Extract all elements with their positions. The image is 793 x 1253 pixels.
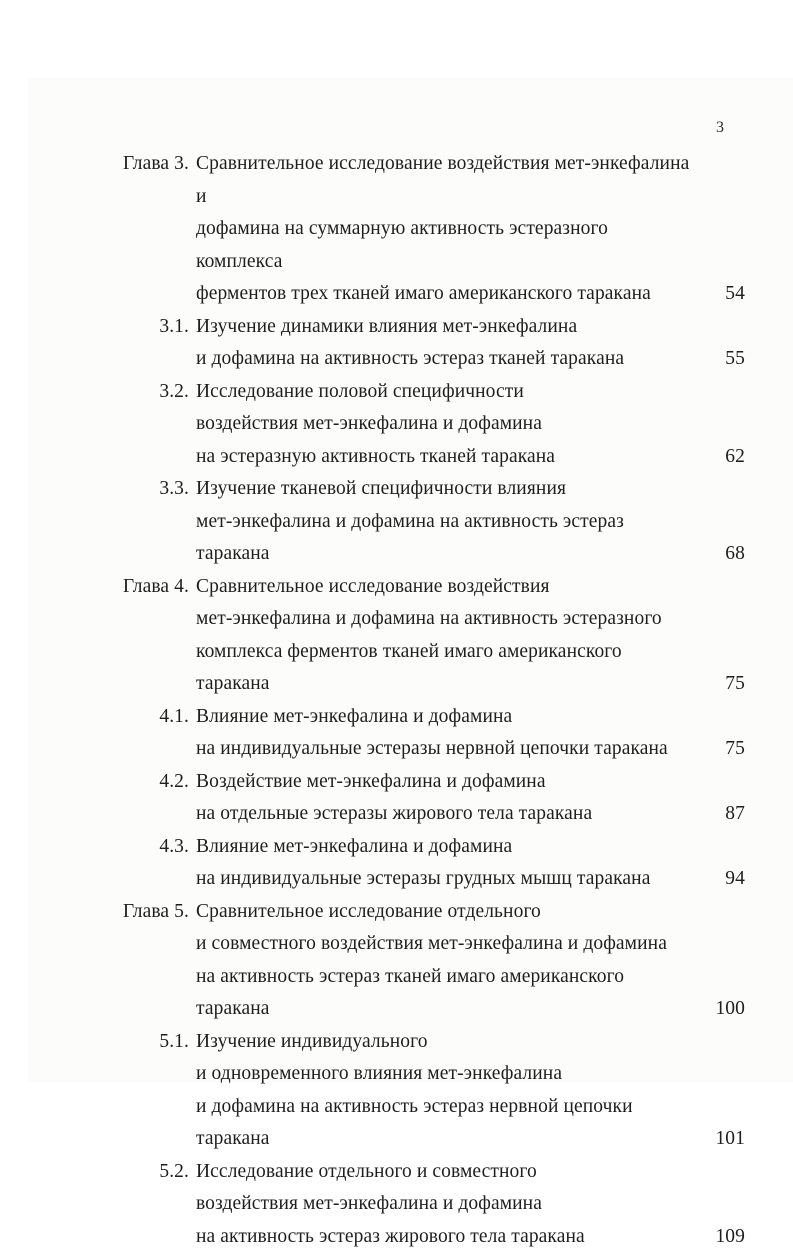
toc-line: на индивидуальные эстеразы грудных мышц таракана [196,863,695,896]
toc-line: воздействия мет-энкефалина и дофамина [196,408,695,441]
toc-entry-3-3 [107,473,745,571]
toc-entry-3-1 [107,311,745,376]
toc-entry-number: 4.1. [107,701,189,766]
toc-entry-page: 75 [695,571,745,701]
toc-entry-4-1 [107,701,745,766]
toc-line: и дофамина на активность эстераз тканей таракана [196,343,695,376]
toc-entry-title [196,571,695,701]
toc-entry-page: 100 [695,896,745,1026]
toc-entry-number: 3.3. [107,473,189,571]
toc-line: и дофамина на активность эстераз нервной цепочки таракана [196,1091,695,1156]
toc-entry-number: 3.1. [107,311,189,376]
toc-line: Изучение динамики влияния мет-энкефалина [196,311,695,344]
toc-entry-number: 5.2. [107,1156,189,1253]
toc-entry-3-2 [107,376,745,474]
toc-entry-5-2 [107,1156,745,1253]
toc-line: комплекса ферментов тканей имаго американского таракана [196,636,695,701]
toc-entry-page: 94 [695,831,745,896]
toc-entry-4-3 [107,831,745,896]
toc-line: Сравнительное исследование отдельного [196,896,695,929]
toc-entry-number: Глава 5. [107,896,189,1026]
table-of-contents [107,148,745,1253]
toc-line: воздействия мет-энкефалина и дофамина [196,1188,695,1221]
toc-entry-page: 87 [695,766,745,831]
toc-line: на активность эстераз жирового тела таракана [196,1221,695,1253]
toc-entry-chapter-4 [107,571,745,701]
toc-line: дофамина на суммарную активность эстеразного комплекса [196,213,695,278]
toc-entry-chapter-3 [107,148,745,311]
toc-entry-title [196,148,695,311]
toc-line: Изучение индивидуального [196,1026,695,1059]
toc-line: и совместного воздействия мет-энкефалина и дофамина [196,928,695,961]
toc-entry-number: Глава 4. [107,571,189,701]
toc-entry-title [196,376,695,474]
toc-line: на активность эстераз тканей имаго американского таракана [196,961,695,1026]
toc-entry-title [196,896,695,1026]
toc-line: Исследование половой специфичности [196,376,695,409]
toc-entry-title [196,473,695,571]
toc-line: Сравнительное исследование воздействия мет-энкефалина и [196,148,695,213]
toc-entry-page: 109 [695,1156,745,1253]
toc-line: Исследование отдельного и совместного [196,1156,695,1189]
toc-entry-page: 54 [695,148,745,311]
toc-line: Влияние мет-энкефалина и дофамина [196,831,695,864]
toc-entry-title [196,766,695,831]
toc-entry-number: 4.2. [107,766,189,831]
toc-entry-page: 68 [695,473,745,571]
toc-entry-page: 55 [695,311,745,376]
toc-line: Сравнительное исследование воздействия [196,571,695,604]
toc-entry-page: 62 [695,376,745,474]
page-number: 3 [700,119,740,137]
toc-entry-4-2 [107,766,745,831]
toc-entry-title [196,701,695,766]
toc-line: и одновременного влияния мет-энкефалина [196,1058,695,1091]
toc-line: на эстеразную активность тканей таракана [196,441,695,474]
toc-line: Воздействие мет-энкефалина и дофамина [196,766,695,799]
toc-entry-number: 4.3. [107,831,189,896]
toc-entry-number: Глава 3. [107,148,189,311]
toc-entry-title [196,1026,695,1156]
toc-line: мет-энкефалина и дофамина на активность эстераз таракана [196,506,695,571]
toc-line: мет-энкефалина и дофамина на активность эстеразного [196,603,695,636]
toc-entry-page: 75 [695,701,745,766]
toc-entry-number: 3.2. [107,376,189,474]
toc-entry-title [196,1156,695,1253]
toc-line: Изучение тканевой специфичности влияния [196,473,695,506]
toc-entry-title [196,311,695,376]
toc-entry-page: 101 [695,1026,745,1156]
toc-line: ферментов трех тканей имаго американского таракана [196,278,695,311]
toc-entry-5-1 [107,1026,745,1156]
toc-entry-chapter-5 [107,896,745,1026]
toc-line: на индивидуальные эстеразы нервной цепочки таракана [196,733,695,766]
toc-entry-title [196,831,695,896]
toc-entry-number: 5.1. [107,1026,189,1156]
toc-line: Влияние мет-энкефалина и дофамина [196,701,695,734]
toc-line: на отдельные эстеразы жирового тела таракана [196,798,695,831]
